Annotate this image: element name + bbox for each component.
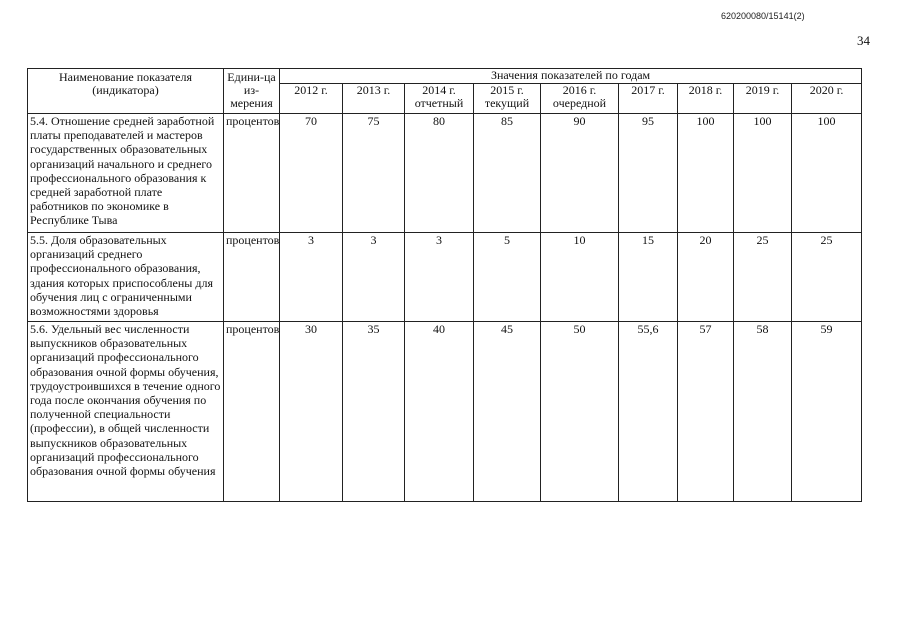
indicator-value: 75 xyxy=(343,114,405,233)
column-header-year xyxy=(474,84,541,114)
column-header-year xyxy=(541,84,619,114)
indicator-value: 40 xyxy=(405,322,474,502)
indicator-value: 100 xyxy=(734,114,792,233)
indicator-value: 25 xyxy=(792,233,862,322)
column-header-year xyxy=(792,84,862,114)
indicator-value: 15 xyxy=(619,233,678,322)
indicator-value: 5 xyxy=(474,233,541,322)
column-header-year xyxy=(619,84,678,114)
indicator-value: 20 xyxy=(678,233,734,322)
indicator-value: 100 xyxy=(678,114,734,233)
year-label: 2020 г. xyxy=(809,83,844,97)
year-note: текущий xyxy=(484,96,530,110)
indicator-unit: процентов xyxy=(224,322,280,502)
column-header-year xyxy=(405,84,474,114)
indicator-name: 5.5. Доля образовательных организаций среднего профессионального образования, здания которых приспособлены для обучения лиц с ограниченными возможностями здоровья xyxy=(28,233,224,322)
indicator-value: 25 xyxy=(734,233,792,322)
year-label: 2018 г. xyxy=(688,83,723,97)
year-label: 2019 г. xyxy=(745,83,780,97)
indicator-value: 35 xyxy=(343,322,405,502)
table-row xyxy=(28,114,862,233)
table-row xyxy=(28,233,862,322)
year-label: 2013 г. xyxy=(356,83,391,97)
indicator-value: 90 xyxy=(541,114,619,233)
year-note: отчетный xyxy=(414,96,464,110)
table-row xyxy=(28,322,862,502)
indicator-value: 3 xyxy=(280,233,343,322)
indicator-value: 10 xyxy=(541,233,619,322)
indicator-value: 85 xyxy=(474,114,541,233)
indicator-value: 59 xyxy=(792,322,862,502)
indicator-value: 100 xyxy=(792,114,862,233)
column-header-year xyxy=(280,84,343,114)
year-label: 2014 г. xyxy=(422,83,456,97)
document-code: 620200080/15141(2) xyxy=(721,11,805,21)
column-header-unit: Едини-ца из-мерения xyxy=(224,69,280,114)
indicator-value: 3 xyxy=(405,233,474,322)
indicator-value: 70 xyxy=(280,114,343,233)
indicator-value: 80 xyxy=(405,114,474,233)
indicator-name: 5.6. Удельный вес численности выпускников образовательных организаций профессионального образования очной формы обучения, трудоустроившихся в течение одного года после окончания обучения по полученной специальности (профессии), в общей численности выпускников образовательных организаций профессионального образования очной формы обучения xyxy=(28,322,224,502)
year-label: 2015 г. xyxy=(490,83,524,97)
indicator-value: 95 xyxy=(619,114,678,233)
column-header-values-group: Значения показателей по годам xyxy=(280,69,862,84)
year-label: 2012 г. xyxy=(294,83,328,97)
column-header-year xyxy=(343,84,405,114)
indicator-value: 55,6 xyxy=(619,322,678,502)
column-header-year xyxy=(734,84,792,114)
indicator-value: 45 xyxy=(474,322,541,502)
indicator-value: 57 xyxy=(678,322,734,502)
indicator-unit: процентов xyxy=(224,233,280,322)
page-number: 34 xyxy=(857,33,870,48)
indicator-name: 5.4. Отношение средней заработной платы преподавателей и мастеров государственных образовательных организаций начального и среднего профессионального образования к средней заработной плате работников по экономике в Республике Тыва xyxy=(28,114,224,233)
indicator-value: 50 xyxy=(541,322,619,502)
indicator-value: 58 xyxy=(734,322,792,502)
year-note: очередной xyxy=(552,96,607,110)
indicator-value: 30 xyxy=(280,322,343,502)
column-header-year xyxy=(678,84,734,114)
year-label: 2017 г. xyxy=(631,83,665,97)
indicators-table xyxy=(27,68,862,502)
column-header-name: Наименование показателя (индикатора) xyxy=(28,69,224,114)
year-label: 2016 г. xyxy=(562,83,597,97)
indicator-unit: процентов xyxy=(224,114,280,233)
indicator-value: 3 xyxy=(343,233,405,322)
